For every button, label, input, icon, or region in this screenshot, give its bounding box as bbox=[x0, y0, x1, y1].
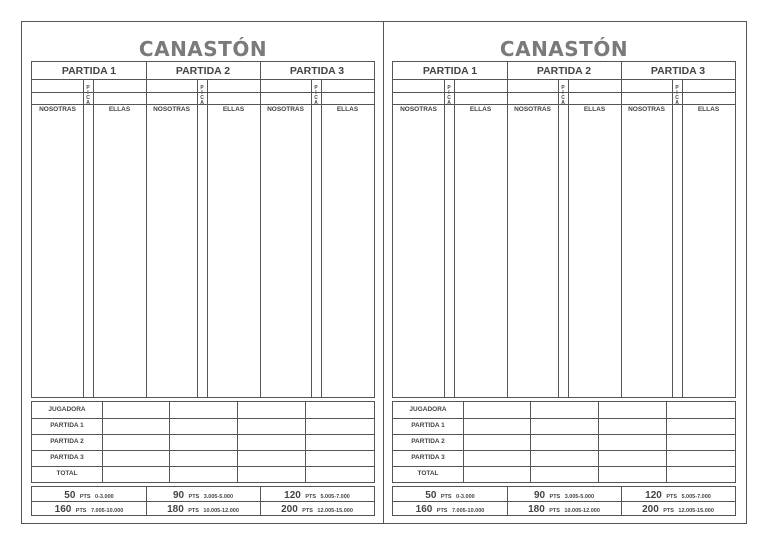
sheet-title: CANASTÓN bbox=[138, 37, 268, 61]
points-scale-cell bbox=[507, 501, 621, 515]
points-value: 50 bbox=[425, 490, 437, 501]
team-ellas-header: ELLAS bbox=[697, 106, 720, 113]
pica-label: P I C A bbox=[314, 85, 318, 106]
points-scale-cell bbox=[621, 501, 735, 515]
tally-row-label: JUGADORA bbox=[48, 406, 86, 413]
team-ellas-header: ELLAS bbox=[336, 106, 359, 113]
points-scale-cell bbox=[260, 501, 374, 515]
score-grid bbox=[392, 61, 736, 398]
grid-line bbox=[83, 79, 84, 397]
points-scale-cell bbox=[146, 501, 260, 515]
tally-row-label: PARTIDA 1 bbox=[50, 422, 84, 429]
partida-header: PARTIDA 2 bbox=[536, 65, 592, 77]
points-unit: PTS bbox=[549, 508, 560, 514]
points-value: 200 bbox=[642, 504, 659, 515]
pica-label: P I C A bbox=[447, 85, 451, 106]
points-unit: PTS bbox=[75, 508, 87, 514]
grid-line bbox=[197, 79, 198, 397]
points-unit: PTS bbox=[188, 508, 199, 514]
grid-line bbox=[102, 402, 103, 482]
points-value: 50 bbox=[64, 490, 76, 501]
grid-line bbox=[311, 79, 312, 397]
grid-line bbox=[530, 402, 531, 482]
points-range: 7.005-10.000 bbox=[451, 508, 485, 514]
points-value: 180 bbox=[167, 504, 184, 515]
points-range: 7.005-10.000 bbox=[90, 508, 124, 514]
grid-line bbox=[568, 79, 569, 397]
team-ellas-header: ELLAS bbox=[108, 106, 131, 113]
grid-line bbox=[463, 402, 464, 482]
player-tally-table bbox=[392, 401, 736, 483]
tally-row-label: PARTIDA 3 bbox=[50, 454, 84, 461]
points-value: 160 bbox=[415, 504, 433, 515]
sheet-title: CANASTÓN bbox=[499, 37, 629, 61]
points-unit: PTS bbox=[79, 494, 91, 500]
tally-row-label: PARTIDA 3 bbox=[411, 454, 445, 461]
points-unit: PTS bbox=[666, 494, 678, 500]
sheet-divider bbox=[383, 21, 384, 524]
points-unit: PTS bbox=[549, 494, 561, 500]
tally-row-label: PARTIDA 2 bbox=[411, 438, 445, 445]
points-value: 200 bbox=[281, 504, 298, 515]
team-nosotras-header: NOSOTRAS bbox=[628, 106, 665, 113]
grid-line bbox=[93, 79, 94, 397]
grid-line bbox=[444, 79, 445, 397]
grid-line bbox=[321, 79, 322, 397]
points-range: 10.005-12.000 bbox=[203, 508, 239, 514]
grid-line bbox=[558, 79, 559, 397]
points-unit: PTS bbox=[663, 508, 674, 514]
grid-line bbox=[672, 79, 673, 397]
tally-row-label: PARTIDA 2 bbox=[50, 438, 84, 445]
pica-label: P I C A bbox=[200, 85, 204, 106]
pica-label: P I C A bbox=[86, 85, 90, 106]
player-tally-table bbox=[31, 401, 375, 483]
points-range: 0-3.000 bbox=[95, 494, 114, 500]
tally-row-label: PARTIDA 1 bbox=[411, 422, 445, 429]
pica-label: P I C A bbox=[675, 85, 679, 106]
team-nosotras-header: NOSOTRAS bbox=[153, 106, 190, 113]
points-unit: PTS bbox=[188, 494, 200, 500]
points-range: 3.005-5.000 bbox=[203, 494, 234, 500]
grid-line bbox=[666, 402, 667, 482]
pica-label: P I C A bbox=[561, 85, 565, 106]
points-range: 10.005-12.000 bbox=[564, 508, 600, 514]
grid-line bbox=[207, 79, 208, 397]
tally-row-label: TOTAL bbox=[417, 470, 439, 477]
partida-header: PARTIDA 3 bbox=[289, 65, 345, 77]
team-nosotras-header: NOSOTRAS bbox=[400, 106, 437, 113]
points-unit: PTS bbox=[302, 508, 313, 514]
score-sheet-left bbox=[31, 21, 375, 524]
grid-line bbox=[237, 402, 238, 482]
points-scale-cell bbox=[393, 501, 507, 515]
grid-line bbox=[305, 402, 306, 482]
points-scale-table bbox=[392, 486, 736, 516]
points-range: 3.005-5.000 bbox=[564, 494, 595, 500]
points-unit: PTS bbox=[440, 494, 452, 500]
partida-header: PARTIDA 3 bbox=[650, 65, 706, 77]
partida-header: PARTIDA 2 bbox=[175, 65, 231, 77]
points-scale-cell bbox=[507, 487, 621, 501]
team-ellas-header: ELLAS bbox=[222, 106, 245, 113]
points-scale-cell bbox=[146, 487, 260, 501]
points-unit: PTS bbox=[305, 494, 317, 500]
points-range: 12.005-15.000 bbox=[317, 508, 353, 514]
points-range: 12.005-15.000 bbox=[678, 508, 714, 514]
grid-line bbox=[454, 79, 455, 397]
score-grid bbox=[31, 61, 375, 398]
points-value: 180 bbox=[528, 504, 545, 515]
score-sheet-right bbox=[392, 21, 736, 524]
points-value: 90 bbox=[533, 490, 546, 501]
points-scale-table bbox=[31, 486, 375, 516]
partida-header: PARTIDA 1 bbox=[422, 65, 478, 77]
points-value: 90 bbox=[172, 490, 185, 501]
team-nosotras-header: NOSOTRAS bbox=[514, 106, 551, 113]
points-range: 0-3.000 bbox=[456, 494, 475, 500]
grid-line bbox=[169, 402, 170, 482]
points-range: 5.005-7.000 bbox=[681, 494, 711, 500]
team-nosotras-header: NOSOTRAS bbox=[39, 106, 76, 113]
points-scale-cell bbox=[32, 501, 146, 515]
team-ellas-header: ELLAS bbox=[469, 106, 492, 113]
points-value: 120 bbox=[645, 490, 662, 501]
team-nosotras-header: NOSOTRAS bbox=[267, 106, 304, 113]
partida-header: PARTIDA 1 bbox=[61, 65, 117, 77]
points-scale-cell bbox=[260, 487, 374, 501]
tally-row-label: TOTAL bbox=[56, 470, 78, 477]
points-unit: PTS bbox=[436, 508, 448, 514]
grid-line bbox=[682, 79, 683, 397]
tally-row-label: JUGADORA bbox=[409, 406, 447, 413]
grid-line bbox=[598, 402, 599, 482]
points-value: 160 bbox=[54, 504, 72, 515]
points-scale-cell bbox=[621, 487, 735, 501]
team-ellas-header: ELLAS bbox=[583, 106, 606, 113]
points-range: 5.005-7.000 bbox=[320, 494, 350, 500]
points-value: 120 bbox=[284, 490, 301, 501]
